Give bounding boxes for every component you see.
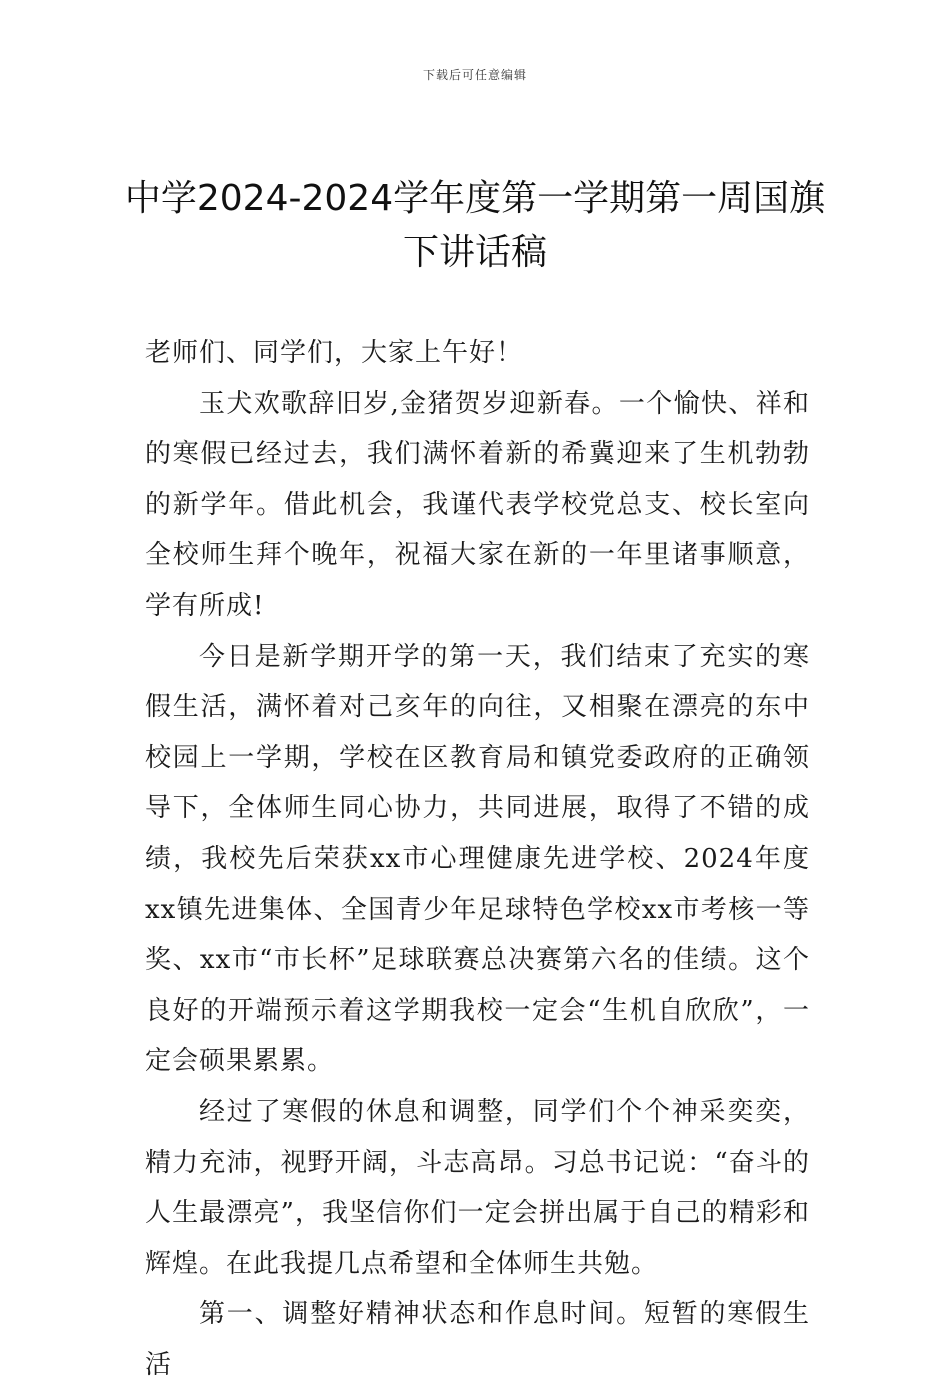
header-note: 下载后可任意编辑 — [422, 68, 527, 82]
document-body — [145, 328, 810, 1390]
body-paragraph-4: 第一、调整好精神状态和作息时间。短暂的寒假生活 — [145, 1299, 810, 1380]
document-title: 中学2024-2024学年度第一学期第一周国旗下讲话稿 — [124, 178, 826, 273]
body-paragraph-3: 经过了寒假的休息和调整，同学们个个神采奕奕，精力充沛，视野开阔，斗志高昂。习总书记说：“奋斗的人生最漂亮”，我坚信你们一定会拼出属于自己的精彩和辉煌。在此我提几点希望和全体师生共勉。 — [145, 1096, 810, 1279]
body-paragraph-2: 今日是新学期开学的第一天，我们结束了充实的寒假生活，满怀着对己亥年的向往，又相聚在漂亮的东中校园上一学期，学校在区教育局和镇党委政府的正确领导下，全体师生同心协力，共同进展，取得了不错的成绩，我校先后荣获xx市心理健康先进学校、2024年度xx镇先进集体、全国青少年足球特色学校xx市考核一等奖、xx市“市长杯”足球联赛总决赛第六名的佳绩。这个良好的开端预示着这学期我校一定会“生机自欣欣”，一定会硕果累累。 — [145, 641, 810, 1077]
body-paragraph-1: 玉犬欢歌辞旧岁,金猪贺岁迎新春。一个愉快、祥和的寒假已经过去，我们满怀着新的希冀迎来了生机勃勃的新学年。借此机会，我谨代表学校党总支、校长室向全校师生拜个晚年，祝福大家在新的一年里诸事顺意，学有所成! — [145, 388, 810, 621]
greeting-paragraph: 老师们、同学们，大家上午好！ — [145, 338, 524, 368]
